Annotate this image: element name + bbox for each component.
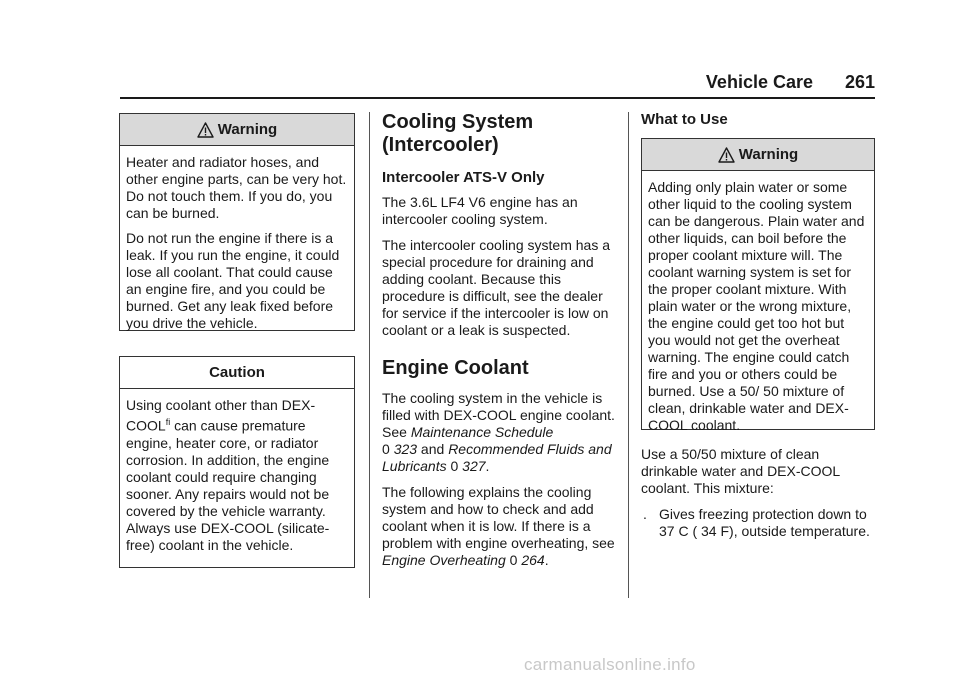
page-number: 261 — [844, 72, 875, 92]
page-ref-symbol: 0 — [382, 441, 390, 457]
bullet-text: Gives freezing protection down to 37 C ( 34 F), outside temperature. — [659, 506, 870, 539]
caution-title: Caution — [209, 364, 265, 381]
caution-superscript: fi — [165, 417, 171, 427]
warning-header — [642, 139, 874, 171]
text: The following explains the cooling system and how to check and add coolant when it is low. If there is a problem with engine overheating, see — [382, 484, 615, 551]
warning-paragraph: Adding only plain water or some other liquid to the cooling system can be dangerous. Plain water and other liquids, can boil before the proper coolant mixture will. The coolant warning system is set for the proper coolant mixture. With plain water or the wrong mixture, the engine could get too hot but you would not get the overheat warning. The engine could catch fire and you or others could be burned. Use a 50/ 50 mixture of clean, drinkable water and DEX-COOL coolant. — [648, 179, 865, 433]
paragraph-references — [382, 390, 616, 475]
bullet-mark: . — [643, 506, 647, 522]
caution-header — [120, 357, 354, 389]
warning-paragraph: Heater and radiator hoses, and other engine parts, can be very hot. Do not touch them. If you do, you can be burned. — [126, 154, 347, 221]
column-divider-left — [369, 112, 370, 598]
heading-cooling-system: Cooling System (Intercooler) — [382, 111, 534, 156]
link-recommended-fluids[interactable]: Recommended Fluids and Lubricants — [382, 441, 612, 474]
caution-text-start: Using coolant other than DEX-COOL — [126, 397, 316, 434]
right-column — [641, 111, 875, 138]
middle-column — [382, 111, 616, 578]
caution-paragraph — [126, 397, 348, 554]
link-engine-overheating[interactable]: Engine Overheating — [382, 552, 506, 568]
text: . — [544, 552, 549, 568]
text: . — [485, 458, 490, 474]
warning-body — [642, 171, 874, 440]
section-title: Vehicle Care — [705, 72, 813, 92]
warning-title: Warning — [217, 121, 278, 138]
heading-what-to-use: What to Use — [641, 111, 728, 128]
right-column-lower — [641, 446, 875, 540]
header-rule — [120, 97, 875, 99]
paragraph-overheating — [382, 484, 616, 569]
caution-body — [120, 389, 354, 560]
page-ref[interactable]: 323 — [393, 441, 418, 457]
warning-header — [120, 114, 354, 146]
page-ref-symbol: 0 — [509, 552, 518, 568]
caution-text-end: can cause premature engine, heater core, or radiator corrosion. In addition, the engine coolant could require changing sooner. Any repairs would not be covered by the vehicle warranty. Always use DEX-COOL (silicate-free) coolant in the vehicle. — [126, 417, 330, 553]
paragraph: The intercooler cooling system has a special procedure for draining and adding coolant. Because this procedure is difficult, see the dealer for service if the intercooler is low on coolant or a leak is suspected. — [382, 237, 610, 338]
paragraph: The 3.6L LF4 V6 engine has an intercooler cooling system. — [382, 194, 578, 227]
warning-title: Warning — [738, 146, 799, 163]
warning-box-hot-parts — [119, 113, 355, 331]
caution-box-coolant — [119, 356, 355, 568]
paragraph: Use a 50/50 mixture of clean drinkable water and DEX-COOL coolant. This mixture: — [641, 446, 840, 496]
warning-box-plain-water — [641, 138, 875, 433]
text: and — [417, 441, 449, 457]
page-header — [120, 72, 875, 98]
page-ref[interactable]: 264 — [521, 552, 545, 568]
warning-paragraph: Do not run the engine if there is a leak. If you run the engine, it could lose all coolant. That could cause an engine fire, and you could be burned. Get any leak fixed before you drive the vehicle. — [126, 230, 340, 331]
subheading-intercooler: Intercooler ATS-V Only — [382, 169, 545, 186]
warning-triangle-icon — [197, 122, 214, 138]
page-ref[interactable]: 327 — [462, 458, 486, 474]
column-divider-right — [628, 112, 629, 598]
watermark: carmanualsonline.info — [524, 655, 696, 674]
page-ref-symbol: 0 — [450, 458, 459, 474]
link-maintenance-schedule[interactable]: Maintenance Schedule — [410, 424, 554, 440]
heading-engine-coolant: Engine Coolant — [382, 357, 529, 379]
warning-body — [120, 146, 354, 338]
list-item — [641, 506, 875, 540]
text: The cooling system in the vehicle is filled with DEX-COOL engine coolant. See — [382, 390, 615, 440]
warning-triangle-icon — [718, 147, 735, 163]
